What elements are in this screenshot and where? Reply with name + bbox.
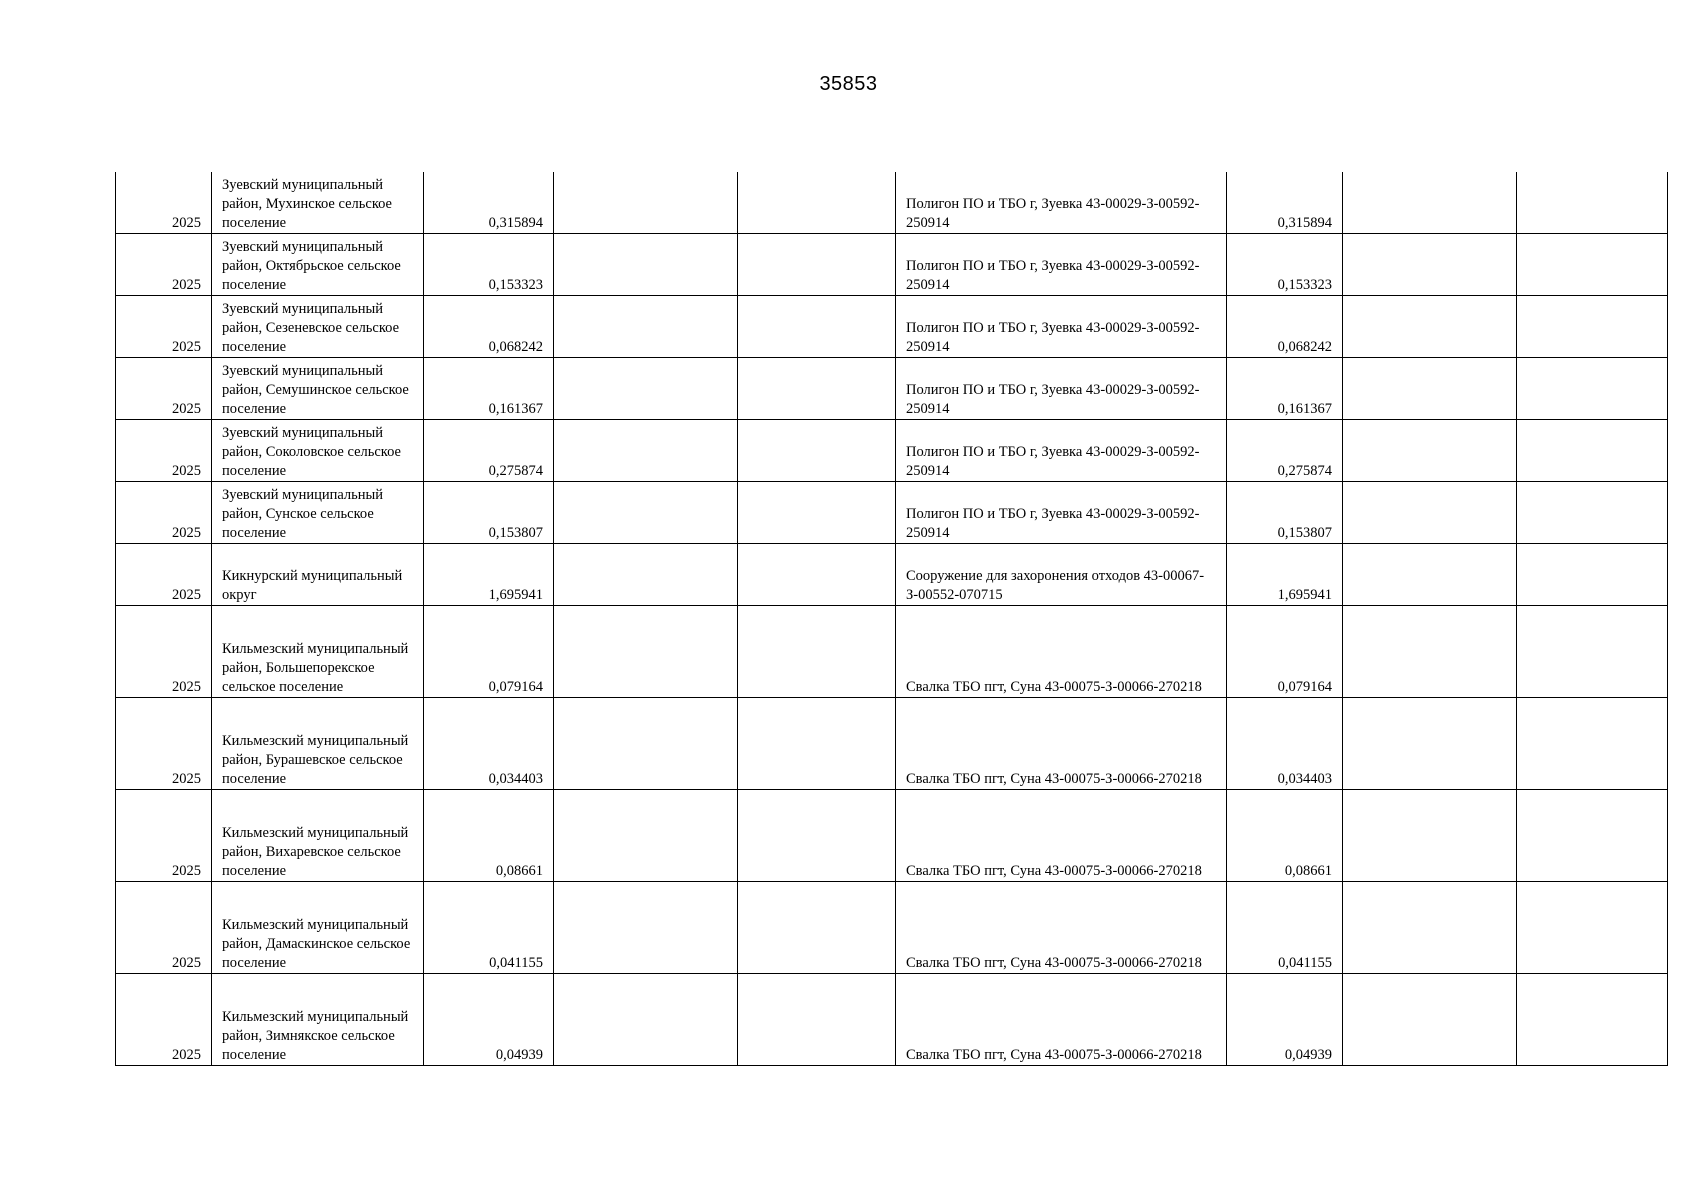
empty-cell bbox=[1517, 358, 1668, 420]
disposal-object-cell: Полигон ПО и ТБО г, Зуевка 43-00029-З-00592-250914 bbox=[896, 482, 1227, 544]
year-cell: 2025 bbox=[116, 296, 212, 358]
table-row bbox=[116, 296, 1668, 358]
mass-disposed-cell: 0,04939 bbox=[1227, 974, 1343, 1066]
disposal-object-cell: Полигон ПО и ТБО г, Зуевка 43-00029-З-00592-250914 bbox=[896, 358, 1227, 420]
empty-cell bbox=[1343, 790, 1517, 882]
disposal-object-cell: Свалка ТБО пгт, Суна 43-00075-З-00066-270218 bbox=[896, 882, 1227, 974]
empty-cell bbox=[554, 698, 738, 790]
empty-cell bbox=[1343, 482, 1517, 544]
table-row bbox=[116, 974, 1668, 1066]
empty-cell bbox=[738, 974, 896, 1066]
territory-cell: Кильмезский муниципальный район, Большепорекское сельское поселение bbox=[212, 606, 424, 698]
disposal-object-cell: Свалка ТБО пгт, Суна 43-00075-З-00066-270218 bbox=[896, 790, 1227, 882]
mass-disposed-cell: 0,161367 bbox=[1227, 358, 1343, 420]
empty-cell bbox=[1517, 606, 1668, 698]
mass-cell: 0,034403 bbox=[424, 698, 554, 790]
table-row bbox=[116, 882, 1668, 974]
year-cell: 2025 bbox=[116, 482, 212, 544]
empty-cell bbox=[1343, 420, 1517, 482]
territory-cell: Зуевский муниципальный район, Соколовское сельское поселение bbox=[212, 420, 424, 482]
empty-cell bbox=[554, 420, 738, 482]
mass-disposed-cell: 0,153323 bbox=[1227, 234, 1343, 296]
mass-cell: 0,153807 bbox=[424, 482, 554, 544]
empty-cell bbox=[738, 482, 896, 544]
empty-cell bbox=[1517, 420, 1668, 482]
mass-disposed-cell: 0,079164 bbox=[1227, 606, 1343, 698]
table-row bbox=[116, 606, 1668, 698]
mass-disposed-cell: 0,034403 bbox=[1227, 698, 1343, 790]
table-body bbox=[116, 172, 1668, 1066]
empty-cell bbox=[1517, 296, 1668, 358]
mass-disposed-cell: 0,08661 bbox=[1227, 790, 1343, 882]
empty-cell bbox=[738, 790, 896, 882]
territory-cell: Кильмезский муниципальный район, Зимнякское сельское поселение bbox=[212, 974, 424, 1066]
mass-cell: 1,695941 bbox=[424, 544, 554, 606]
mass-cell: 0,275874 bbox=[424, 420, 554, 482]
disposal-object-cell: Полигон ПО и ТБО г, Зуевка 43-00029-З-00592-250914 bbox=[896, 296, 1227, 358]
empty-cell bbox=[554, 172, 738, 234]
territory-cell: Кильмезский муниципальный район, Дамаскинское сельское поселение bbox=[212, 882, 424, 974]
empty-cell bbox=[1517, 790, 1668, 882]
year-cell: 2025 bbox=[116, 172, 212, 234]
empty-cell bbox=[1343, 172, 1517, 234]
empty-cell bbox=[738, 544, 896, 606]
empty-cell bbox=[1343, 882, 1517, 974]
territory-cell: Зуевский муниципальный район, Октябрьское сельское поселение bbox=[212, 234, 424, 296]
disposal-object-cell: Полигон ПО и ТБО г, Зуевка 43-00029-З-00592-250914 bbox=[896, 172, 1227, 234]
table-row bbox=[116, 234, 1668, 296]
year-cell: 2025 bbox=[116, 974, 212, 1066]
empty-cell bbox=[1343, 544, 1517, 606]
empty-cell bbox=[554, 544, 738, 606]
year-cell: 2025 bbox=[116, 882, 212, 974]
year-cell: 2025 bbox=[116, 234, 212, 296]
disposal-object-cell: Свалка ТБО пгт, Суна 43-00075-З-00066-270218 bbox=[896, 698, 1227, 790]
empty-cell bbox=[1517, 234, 1668, 296]
year-cell: 2025 bbox=[116, 698, 212, 790]
empty-cell bbox=[554, 358, 738, 420]
mass-cell: 0,04939 bbox=[424, 974, 554, 1066]
empty-cell bbox=[1517, 974, 1668, 1066]
disposal-object-cell: Полигон ПО и ТБО г, Зуевка 43-00029-З-00592-250914 bbox=[896, 420, 1227, 482]
mass-disposed-cell: 0,153807 bbox=[1227, 482, 1343, 544]
table-row bbox=[116, 420, 1668, 482]
year-cell: 2025 bbox=[116, 790, 212, 882]
empty-cell bbox=[1517, 544, 1668, 606]
empty-cell bbox=[738, 358, 896, 420]
mass-cell: 0,08661 bbox=[424, 790, 554, 882]
empty-cell bbox=[1343, 698, 1517, 790]
year-cell: 2025 bbox=[116, 544, 212, 606]
territory-cell: Кикнурский муниципальный округ bbox=[212, 544, 424, 606]
year-cell: 2025 bbox=[116, 420, 212, 482]
empty-cell bbox=[554, 296, 738, 358]
empty-cell bbox=[1517, 698, 1668, 790]
empty-cell bbox=[738, 606, 896, 698]
mass-disposed-cell: 0,041155 bbox=[1227, 882, 1343, 974]
empty-cell bbox=[1343, 974, 1517, 1066]
mass-cell: 0,041155 bbox=[424, 882, 554, 974]
empty-cell bbox=[738, 882, 896, 974]
year-cell: 2025 bbox=[116, 606, 212, 698]
disposal-object-cell: Сооружение для захоронения отходов 43-00067-З-00552-070715 bbox=[896, 544, 1227, 606]
mass-disposed-cell: 0,068242 bbox=[1227, 296, 1343, 358]
mass-disposed-cell: 0,275874 bbox=[1227, 420, 1343, 482]
mass-cell: 0,315894 bbox=[424, 172, 554, 234]
empty-cell bbox=[1517, 482, 1668, 544]
territory-cell: Зуевский муниципальный район, Семушинское сельское поселение bbox=[212, 358, 424, 420]
mass-cell: 0,161367 bbox=[424, 358, 554, 420]
table-row bbox=[116, 698, 1668, 790]
empty-cell bbox=[738, 234, 896, 296]
empty-cell bbox=[1343, 606, 1517, 698]
territory-cell: Зуевский муниципальный район, Сезеневское сельское поселение bbox=[212, 296, 424, 358]
empty-cell bbox=[554, 234, 738, 296]
table-row bbox=[116, 482, 1668, 544]
empty-cell bbox=[554, 482, 738, 544]
empty-cell bbox=[738, 296, 896, 358]
waste-table bbox=[115, 172, 1668, 1066]
disposal-object-cell: Свалка ТБО пгт, Суна 43-00075-З-00066-270218 bbox=[896, 974, 1227, 1066]
empty-cell bbox=[554, 790, 738, 882]
empty-cell bbox=[738, 172, 896, 234]
empty-cell bbox=[1343, 296, 1517, 358]
empty-cell bbox=[738, 698, 896, 790]
mass-disposed-cell: 0,315894 bbox=[1227, 172, 1343, 234]
empty-cell bbox=[1517, 172, 1668, 234]
mass-cell: 0,153323 bbox=[424, 234, 554, 296]
territory-cell: Зуевский муниципальный район, Мухинское сельское поселение bbox=[212, 172, 424, 234]
territory-cell: Кильмезский муниципальный район, Бурашевское сельское поселение bbox=[212, 698, 424, 790]
disposal-object-cell: Полигон ПО и ТБО г, Зуевка 43-00029-З-00592-250914 bbox=[896, 234, 1227, 296]
empty-cell bbox=[738, 420, 896, 482]
year-cell: 2025 bbox=[116, 358, 212, 420]
territory-cell: Зуевский муниципальный район, Сунское сельское поселение bbox=[212, 482, 424, 544]
empty-cell bbox=[1517, 882, 1668, 974]
mass-cell: 0,068242 bbox=[424, 296, 554, 358]
territory-cell: Кильмезский муниципальный район, Вихаревское сельское поселение bbox=[212, 790, 424, 882]
empty-cell bbox=[554, 882, 738, 974]
table-row bbox=[116, 358, 1668, 420]
table-row bbox=[116, 172, 1668, 234]
disposal-object-cell: Свалка ТБО пгт, Суна 43-00075-З-00066-270218 bbox=[896, 606, 1227, 698]
page-number: 35853 bbox=[819, 73, 878, 95]
table-row bbox=[116, 790, 1668, 882]
empty-cell bbox=[1343, 358, 1517, 420]
empty-cell bbox=[554, 606, 738, 698]
mass-disposed-cell: 1,695941 bbox=[1227, 544, 1343, 606]
mass-cell: 0,079164 bbox=[424, 606, 554, 698]
empty-cell bbox=[1343, 234, 1517, 296]
empty-cell bbox=[554, 974, 738, 1066]
table-row bbox=[116, 544, 1668, 606]
